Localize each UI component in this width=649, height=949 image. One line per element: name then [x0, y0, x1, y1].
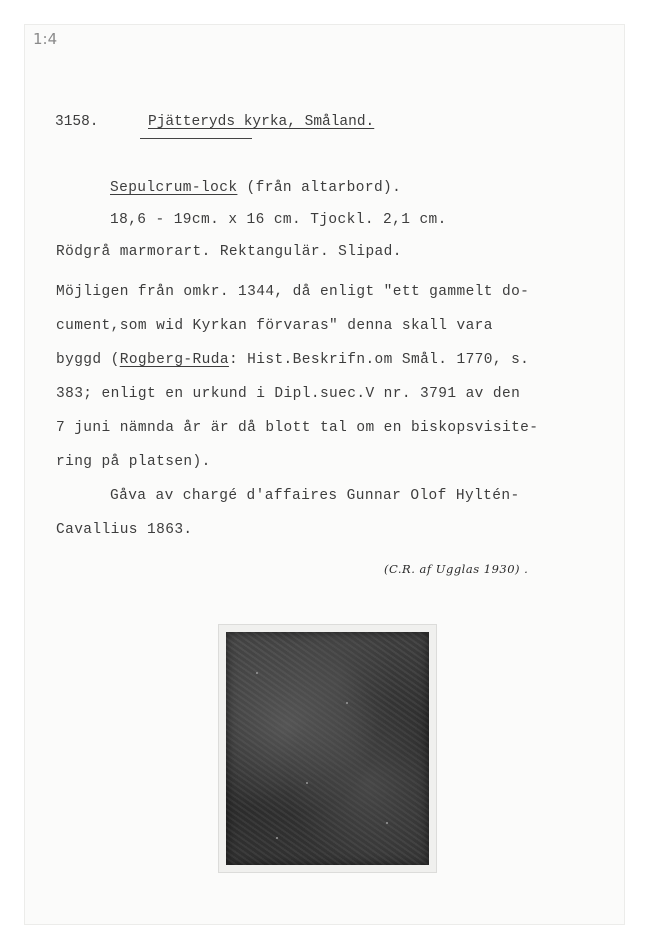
description-line-5: 7 juni nämnda år är då blott tal om en biskopsvisite-: [56, 420, 539, 436]
object-name-line: [110, 180, 401, 196]
description-line-6: ring på platsen).: [56, 454, 211, 470]
dimensions-line: 18,6 - 19cm. x 16 cm. Tjockl. 2,1 cm.: [110, 212, 447, 228]
stone-slab-photo: [226, 632, 429, 865]
description-line-3: [56, 352, 529, 368]
title-underline-rule: [140, 138, 252, 139]
catalog-number: 3158.: [55, 114, 99, 130]
description-line-2: cument,som wid Kyrkan förvaras" denna skall vara: [56, 318, 493, 334]
object-name: Sepulcrum-lock: [110, 180, 238, 196]
card-title: Pjätteryds kyrka, Småland.: [148, 114, 375, 130]
handwritten-note: (C.R. af Ugglas 1930) .: [384, 562, 529, 576]
line3-pre: byggd (: [56, 352, 120, 368]
donor-line-1: Gåva av chargé d'affaires Gunnar Olof Hyltén-: [110, 488, 520, 504]
reference-name: Rogberg-Ruda: [119, 352, 229, 368]
object-suffix: (från altarbord).: [237, 180, 402, 196]
donor-line-2: Cavallius 1863.: [56, 522, 193, 538]
description-line-1: Möjligen från omkr. 1344, då enligt "ett gammelt do-: [56, 284, 530, 300]
description-line-4: 383; enligt en urkund i Dipl.suec.V nr. 3791 av den: [56, 386, 521, 402]
corner-mark: 1:4: [33, 30, 58, 48]
line3-post: : Hist.Beskrifn.om Smål. 1770, s.: [228, 352, 530, 368]
material-line: Rödgrå marmorart. Rektangulär. Slipad.: [56, 244, 402, 260]
